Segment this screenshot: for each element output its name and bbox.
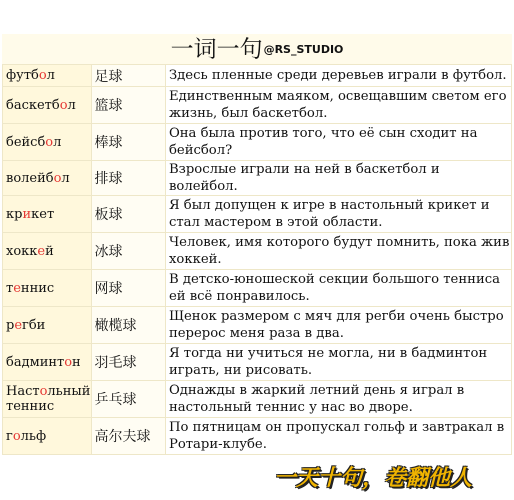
studio-tag: @RS_STUDIO	[263, 42, 344, 56]
stressed-vowel: и	[22, 206, 32, 222]
chinese-word: 羽毛球	[91, 344, 165, 381]
example-sentence: Она была против того, что её сын сходит на бейсбол?	[165, 124, 511, 161]
stressed-vowel: о	[38, 68, 47, 83]
stressed-vowel: о	[12, 428, 21, 444]
stressed-vowel: е	[14, 317, 23, 333]
example-sentence: Однажды в жаркий летний день я играл в настольный теннис у нас во дворе.	[165, 381, 511, 418]
table-row	[3, 270, 512, 307]
example-sentence: Я тогда ни учиться не могла, ни в бадминтон играть, ни рисовать.	[165, 344, 511, 381]
table-row	[3, 161, 512, 196]
table-row	[3, 344, 512, 381]
table-row	[3, 124, 512, 161]
table-row	[3, 87, 512, 124]
vocabulary-table	[2, 64, 512, 455]
chinese-word: 乒乓球	[91, 381, 165, 418]
russian-word: Настольный теннис	[3, 381, 92, 418]
chinese-word: 篮球	[91, 87, 165, 124]
title-bar	[2, 34, 512, 64]
example-sentence: Я был допущен к игре в настольный крикет и стал мастером в этой области.	[165, 196, 511, 233]
russian-word: волейбол	[3, 161, 92, 196]
example-sentence: В детско-юношеской секции большого тенниса ей всё понравилось.	[165, 270, 511, 307]
table-row	[3, 196, 512, 233]
russian-word: баскетбол	[3, 87, 92, 124]
stressed-vowel: е	[37, 243, 46, 259]
stressed-vowel: е	[13, 280, 21, 296]
chinese-word: 冰球	[91, 233, 165, 270]
russian-word: бадминтон	[3, 344, 92, 381]
stressed-vowel: о	[39, 384, 48, 399]
table-row	[3, 233, 512, 270]
chinese-word: 网球	[91, 270, 165, 307]
example-sentence: Щенок размером с мяч для регби очень быстро перерос меня раза в два.	[165, 307, 511, 344]
russian-word: регби	[3, 307, 92, 344]
example-sentence: Единственным маяком, освещавшим светом его жизнь, был баскетбол.	[165, 87, 511, 124]
russian-word: теннис	[3, 270, 92, 307]
russian-word: крикет	[3, 196, 92, 233]
example-sentence: Здесь пленные среди деревьев играли в футбол.	[165, 65, 511, 87]
chinese-word: 高尔夫球	[91, 418, 165, 455]
russian-word: гольф	[3, 418, 92, 455]
chinese-word: 足球	[91, 65, 165, 87]
table-row	[3, 381, 512, 418]
chinese-word: 橄榄球	[91, 307, 165, 344]
chinese-word: 板球	[91, 196, 165, 233]
russian-word: хоккей	[3, 233, 92, 270]
page-title: 一词一句	[170, 36, 263, 63]
table-row	[3, 418, 512, 455]
russian-word: бейсбол	[3, 124, 92, 161]
stressed-vowel: о	[45, 134, 54, 150]
stressed-vowel: о	[59, 97, 68, 113]
chinese-word: 棒球	[91, 124, 165, 161]
chinese-word: 排球	[91, 161, 165, 196]
stressed-vowel: о	[64, 354, 73, 370]
example-sentence: Взрослые играли на ней в баскетбол и волейбол.	[165, 161, 511, 196]
stressed-vowel: о	[53, 170, 62, 186]
example-sentence: Человек, имя которого будут помнить, пока жив хоккей.	[165, 233, 511, 270]
example-sentence: По пятницам он пропускал гольф и завтракал в Ротари-клубе.	[165, 418, 511, 455]
slogan: 一天十句，卷翻他人	[273, 466, 472, 491]
table-row	[3, 307, 512, 344]
vocabulary-table-body	[3, 65, 512, 455]
russian-word: футбол	[3, 65, 92, 87]
table-row	[3, 65, 512, 87]
